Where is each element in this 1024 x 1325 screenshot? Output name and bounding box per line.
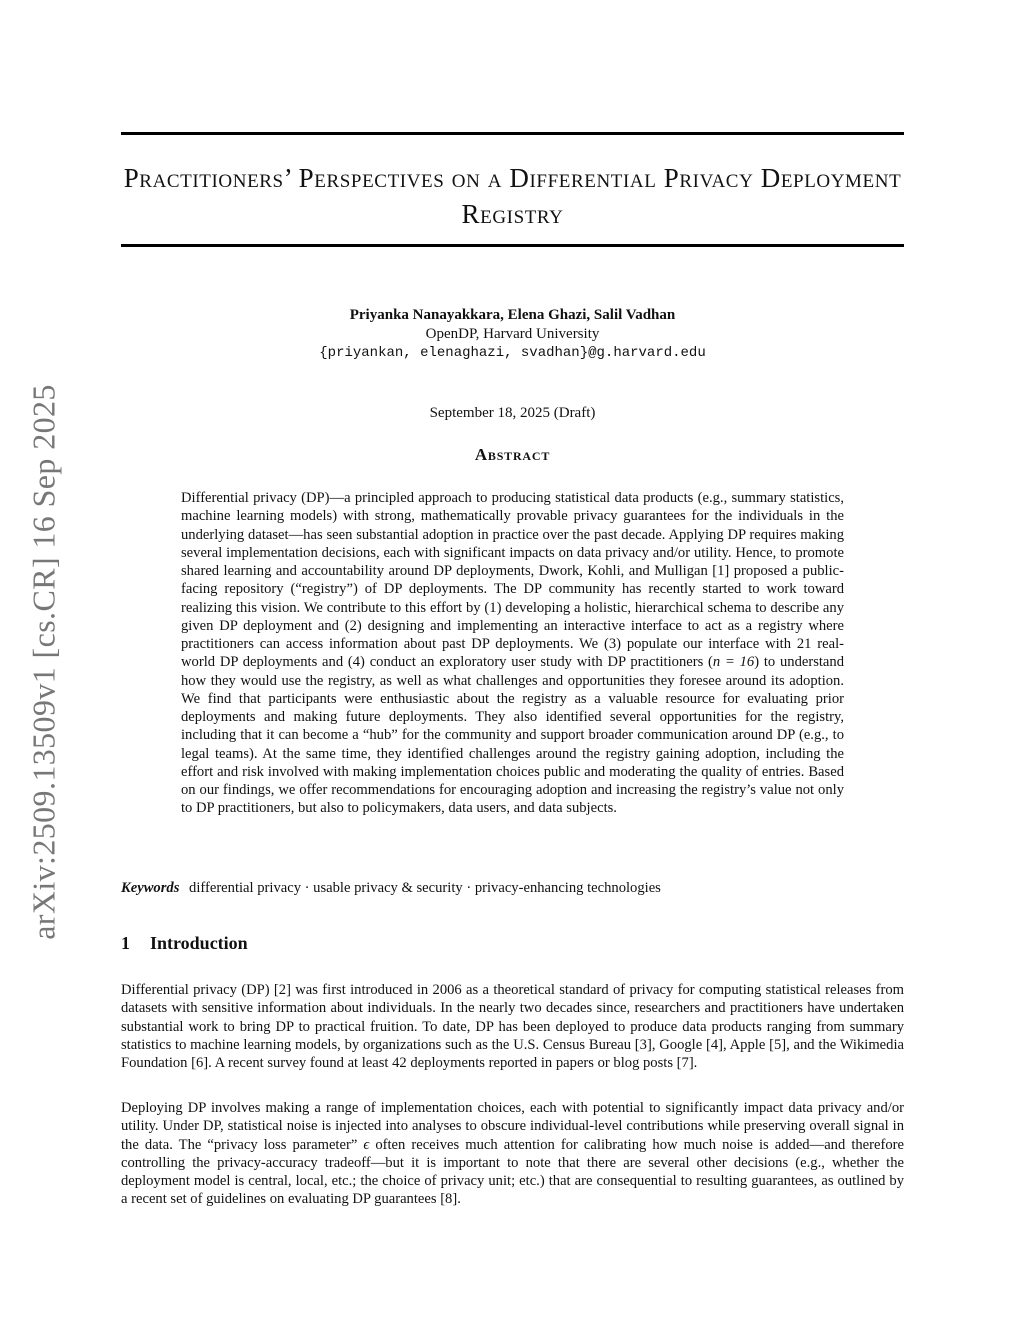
title-rule-top [121, 132, 904, 135]
paper-title: Practitioners’ Perspectives on a Differential Privacy Deployment Registry [123, 163, 902, 229]
section-heading-introduction [121, 933, 248, 954]
intro-paragraph-2-part-a: Deploying DP involves making a range of implementation choices, each with potential to significantly impact data privacy and/or utility. Under DP, statistical noise is injected into analyses to obscure individual-level contributions while preserving overall signal in the data. The “privacy loss parameter” [121, 1100, 904, 1153]
author-affiliation: OpenDP, Harvard University [425, 326, 600, 342]
keywords-label: Keywords [121, 880, 180, 896]
title-rule-bottom [121, 244, 904, 247]
section-number: 1 [121, 933, 130, 953]
intro-paragraph-1: Differential privacy (DP) [2] was first introduced in 2006 as a theoretical standard of privacy for computing statistical releases from datasets with sensitive information about individuals. In the nearly two decades since, researchers and practitioners have undertaken substantial work to bring DP to practical fruition. To date, DP has been deployed to produce data products ranging from summary statistics to machine learning models, by organizations such as the U.S. Census Bureau [3], Google [4], Apple [5], and the Wikimedia Foundation [6]. A recent survey found at least 42 deployments reported in papers or blog posts [7]. [121, 982, 904, 1071]
section-title: Introduction [150, 933, 248, 953]
abstract-text-part-2: ) to understand how they would use the registry, as well as what challenges and opportunities they foresee around its adoption. We find that participants were enthusiastic about the registry as a valuable resource for evaluating prior deployments and making future deployments. They also identified several opportunities for the registry, including that it can become a “hub” for the community and support broader communication around DP (e.g., to legal teams). At the same time, they identified challenges around the registry gaining adoption, including the effort and risk involved with making implementation choices public and moderating the quality of entries. Based on our findings, we offer recommendations for encouraging adoption and increasing the registry’s value not only to DP practitioners, but also to policymakers, data users, and data subjects. [181, 654, 845, 817]
author-block [121, 306, 904, 363]
math-epsilon: ϵ [363, 1136, 370, 1153]
intro-paragraph-2 [121, 1099, 904, 1209]
author-names: Priyanka Nanayakkara, Elena Ghazi, Salil Vadhan [349, 307, 676, 323]
arxiv-identifier-stamp: arXiv:2509.13509v1 [cs.CR] 16 Sep 2025 [25, 384, 62, 940]
abstract-text-part-1: Differential privacy (DP)—a principled approach to producing statistical data products (e.g., summary statistics, machine learning models) with strong, mathematically provable privacy guarantees for the individuals in the underlying dataset—has seen substantial adoption in practice over the past decade. Applying DP requires making several implementation decisions, each with significant impacts on data privacy and/or utility. Hence, to promote shared learning and accountability around DP deployments, Dwork, Kohli, and Mulligan [1] proposed a public-facing repository (“registry”) of DP deployments. The DP community has recently started to work toward realizing this vision. We contribute to this effort by (1) developing a holistic, hierarchical schema to describe any given DP deployment and (2) designing and implementing an interactive interface to act as a registry where practitioners can access information about past DP deployments. We (3) populate our interface with 21 real-world DP deployments and (4) conduct an exploratory user study with DP practitioners ( [181, 490, 844, 671]
abstract-body [181, 489, 844, 818]
author-email: {priyankan, elenaghazi, svadhan}@g.harvard.edu [319, 345, 706, 361]
keywords-line [121, 880, 904, 897]
intro-paragraph-2-part-b: often receives much attention for calibrating how much noise is added—and therefore controlling the privacy-accuracy tradeoff—but it is important to note that there are several other decisions (e.g., whether the deployment model is central, local, etc.; the choice of privacy unit; etc.) that are consequential to resulting guarantees, as outlined by a recent set of guidelines on evaluating DP guarantees [8]. [121, 1136, 904, 1208]
keywords-text: differential privacy · usable privacy & security · privacy-enhancing technologies [189, 880, 661, 896]
abstract-heading: Abstract [474, 445, 551, 464]
abstract-math-n: n = 16 [712, 654, 755, 671]
paper-date: September 18, 2025 (Draft) [429, 405, 596, 421]
